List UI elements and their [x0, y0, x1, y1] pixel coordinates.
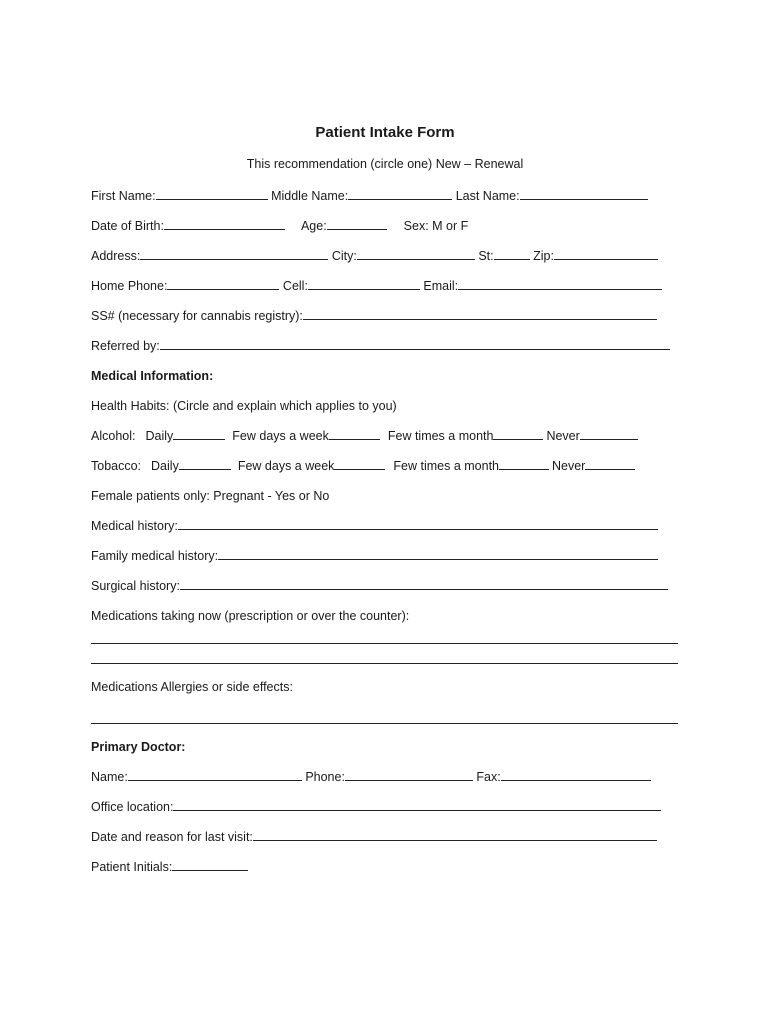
alcohol-few-days-label[interactable]: Few days a week — [232, 429, 329, 443]
tobacco-few-times-field[interactable] — [499, 458, 549, 470]
office-location-field[interactable] — [173, 799, 661, 811]
form-subtitle: This recommendation (circle one) New – Renewal — [246, 157, 524, 171]
referred-row — [91, 338, 670, 354]
zip-label: Zip: — [533, 249, 554, 263]
surgical-history-field[interactable] — [180, 578, 668, 590]
age-field[interactable] — [327, 218, 387, 230]
last-name-field[interactable] — [520, 188, 648, 200]
patient-initials-label: Patient Initials: — [91, 860, 173, 874]
tobacco-daily-field[interactable] — [179, 458, 231, 470]
name-row — [91, 188, 648, 204]
middle-name-field[interactable] — [348, 188, 452, 200]
email-label: Email: — [423, 279, 459, 293]
last-visit-label: Date and reason for last visit: — [91, 830, 253, 844]
form-title: Patient Intake Form — [315, 124, 455, 141]
tobacco-few-days-field[interactable] — [334, 458, 385, 470]
alcohol-few-times-field[interactable] — [493, 428, 543, 440]
alcohol-never-field[interactable] — [580, 428, 638, 440]
female-patients-text[interactable]: Female patients only: Pregnant - Yes or No — [91, 489, 330, 503]
alcohol-few-days-field[interactable] — [329, 428, 380, 440]
cell-field[interactable] — [308, 278, 420, 290]
tobacco-row — [91, 458, 635, 474]
email-field[interactable] — [458, 278, 662, 290]
patient-initials-row — [91, 859, 248, 875]
address-field[interactable] — [140, 248, 328, 260]
dob-row — [91, 218, 468, 234]
middle-name-label: Middle Name: — [271, 189, 349, 203]
office-location-row — [91, 799, 661, 815]
alcohol-never-label[interactable]: Never — [546, 429, 580, 443]
family-history-label: Family medical history: — [91, 549, 219, 563]
family-history-field[interactable] — [218, 548, 658, 560]
surgical-history-row — [91, 578, 668, 594]
address-row — [91, 248, 658, 264]
cell-label: Cell: — [282, 279, 308, 293]
phone-row — [91, 278, 662, 294]
tobacco-never-label[interactable]: Never — [552, 459, 586, 473]
last-visit-row — [91, 829, 657, 845]
alcohol-label: Alcohol: — [91, 429, 136, 443]
medication-allergies-line[interactable] — [91, 723, 678, 724]
city-label: City: — [331, 249, 357, 263]
surgical-history-label: Surgical history: — [91, 579, 180, 593]
ss-field[interactable] — [303, 308, 657, 320]
health-habits-text: Health Habits: (Circle and explain which applies to you) — [91, 399, 397, 413]
st-label: St: — [478, 249, 494, 263]
tobacco-few-days-label[interactable]: Few days a week — [237, 459, 335, 473]
address-label: Address: — [91, 249, 141, 263]
ss-label: SS# (necessary for cannabis registry): — [91, 309, 303, 323]
doctor-contact-row — [91, 769, 651, 785]
referred-by-label: Referred by: — [91, 339, 160, 353]
tobacco-label: Tobacco: — [91, 459, 142, 473]
doctor-fax-field[interactable] — [501, 769, 651, 781]
office-location-label: Office location: — [91, 800, 174, 814]
doctor-phone-label: Phone: — [305, 770, 345, 784]
doctor-name-field[interactable] — [128, 769, 302, 781]
medical-history-row — [91, 518, 658, 534]
age-label: Age: — [300, 219, 327, 233]
alcohol-few-times-label[interactable]: Few times a month — [387, 429, 494, 443]
medical-history-label: Medical history: — [91, 519, 178, 533]
doctor-fax-label: Fax: — [476, 770, 501, 784]
home-phone-label: Home Phone: — [91, 279, 168, 293]
medical-history-field[interactable] — [178, 518, 658, 530]
last-visit-field[interactable] — [253, 829, 657, 841]
medications-now-line-2[interactable] — [91, 663, 678, 664]
alcohol-daily-label[interactable]: Daily — [145, 429, 174, 443]
first-name-field[interactable] — [156, 188, 268, 200]
medication-allergies-label: Medications Allergies or side effects: — [91, 680, 293, 694]
referred-by-field[interactable] — [160, 338, 670, 350]
sex-label[interactable]: Sex: M or F — [403, 219, 469, 233]
city-field[interactable] — [357, 248, 475, 260]
dob-field[interactable] — [164, 218, 285, 230]
doctor-name-label: Name: — [91, 770, 128, 784]
last-name-label: Last Name: — [455, 189, 520, 203]
st-field[interactable] — [494, 248, 530, 260]
medical-information-heading: Medical Information: — [91, 369, 214, 383]
primary-doctor-heading: Primary Doctor: — [91, 740, 186, 754]
first-name-label: First Name: — [91, 189, 156, 203]
alcohol-daily-field[interactable] — [173, 428, 225, 440]
ss-row — [91, 308, 657, 324]
doctor-phone-field[interactable] — [345, 769, 473, 781]
tobacco-never-field[interactable] — [585, 458, 635, 470]
patient-initials-field[interactable] — [172, 859, 248, 871]
tobacco-daily-label[interactable]: Daily — [151, 459, 179, 473]
family-history-row — [91, 548, 658, 564]
medications-now-line-1[interactable] — [91, 643, 678, 644]
zip-field[interactable] — [554, 248, 658, 260]
tobacco-few-times-label[interactable]: Few times a month — [393, 459, 499, 473]
dob-label: Date of Birth: — [91, 219, 164, 233]
alcohol-row — [91, 428, 638, 444]
home-phone-field[interactable] — [167, 278, 279, 290]
medications-now-label: Medications taking now (prescription or over the counter): — [91, 609, 410, 623]
